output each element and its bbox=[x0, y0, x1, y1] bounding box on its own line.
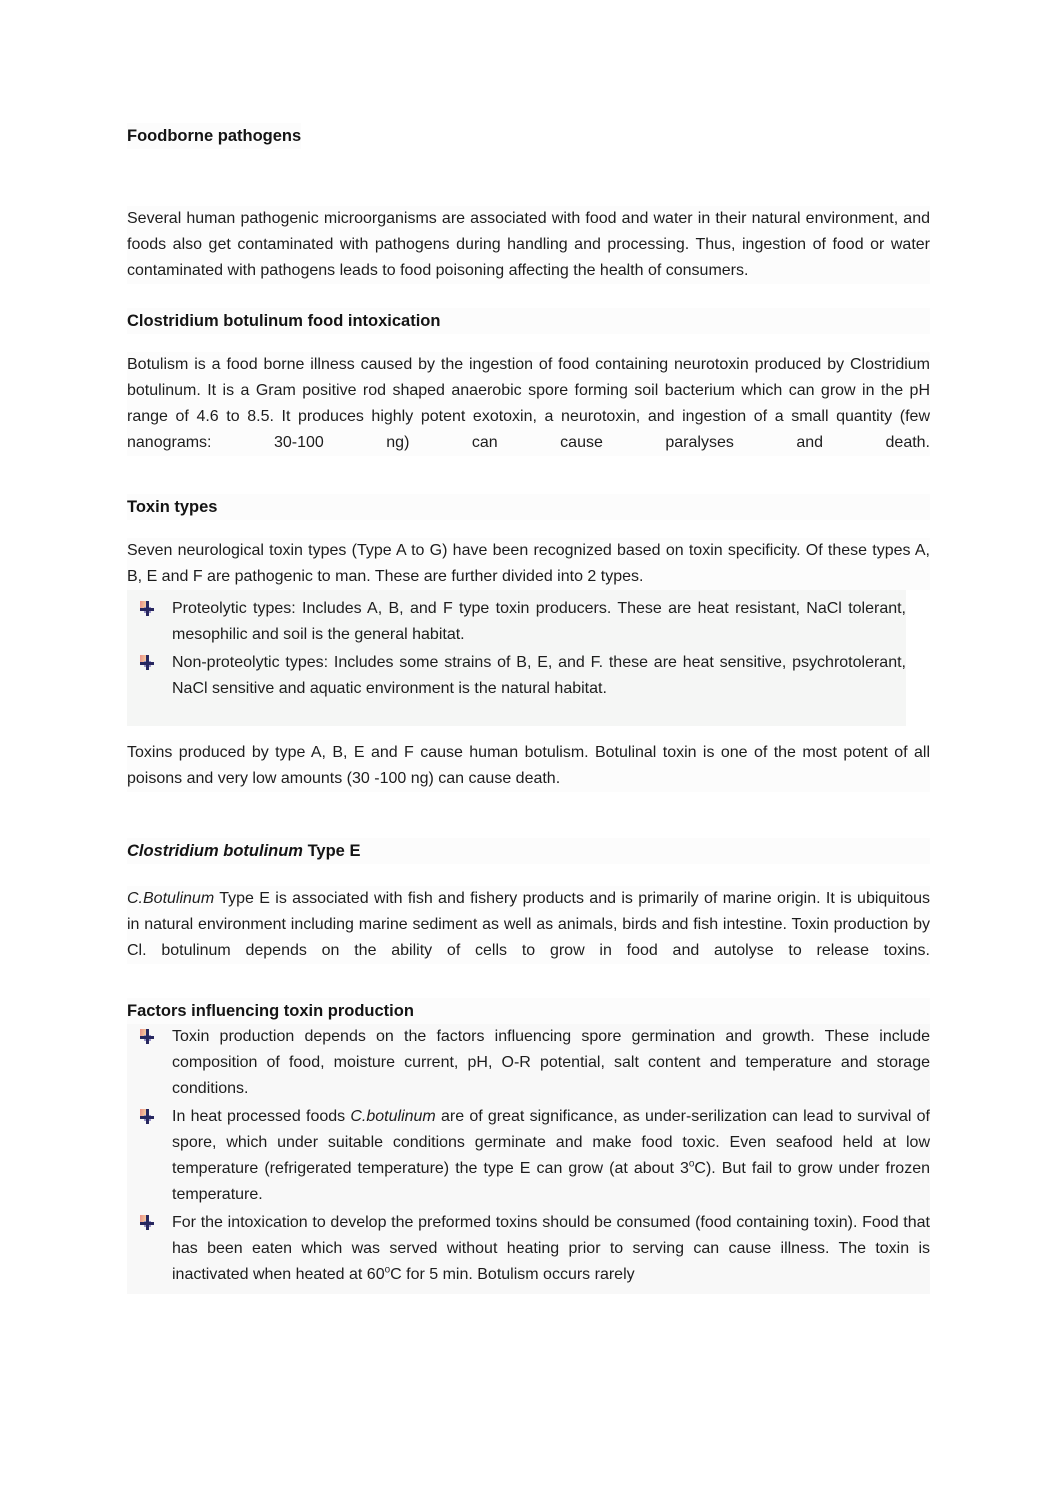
list-item bbox=[127, 1210, 930, 1288]
heading-plain-part: Type E bbox=[302, 842, 361, 860]
paragraph-toxins-produced: Toxins produced by type A, B, E and F cause human botulism. Botulinal toxin is one of the most potent of all poisons and very low amounts (30 -100 ng) can cause death. bbox=[127, 740, 930, 792]
paragraph-type-e bbox=[127, 886, 930, 964]
colored-cross-bullet-icon bbox=[140, 1109, 155, 1125]
list-item-text: In heat processed foods C.botulinum are of great significance, as under-serilization can lead to survival of spore, which under suitable conditions germinate and make food toxic. Even seafood held at low temperature (refrigerated temperature) the type E can grow (at about 3$^o$C). But fail to grow under frozen temperature. bbox=[172, 1108, 930, 1203]
colored-cross-bullet-icon bbox=[140, 601, 155, 617]
colored-cross-bullet-icon bbox=[140, 1029, 155, 1045]
paragraph-plain-part: Type E is associated with fish and fishery products and is primarily of marine origin. It is ubiquitous in natural environment including marine sediment as well as animals, birds and fish intestine. Toxin production by Cl. botulinum depends on the ability of cells to grow in food and autolyse to release toxins. bbox=[127, 890, 930, 959]
list-item-text: Non-proteolytic types: Includes some strains of B, E, and F. these are heat sensitive, psychrotolerant, NaCl sensitive and aquatic environment is the natural habitat. bbox=[172, 654, 906, 697]
document-title: Foodborne pathogens bbox=[127, 123, 301, 149]
section-heading-toxin-types: Toxin types bbox=[127, 494, 930, 520]
section-heading-type-e bbox=[127, 838, 930, 864]
toxin-types-bullet-list bbox=[127, 590, 906, 726]
paragraph-intoxication: Botulism is a food borne illness caused by the ingestion of food containing neurotoxin produced by Clostridium botulinum. It is a Gram positive rod shaped anaerobic spore forming soil bacterium which can grow in the pH range of 4.6 to 8.5. It produces highly potent exotoxin, a neurotoxin, and ingestion of a small quantity (few nanograms: 30-100 ng) can cause paralyses and death. bbox=[127, 352, 930, 456]
list-item bbox=[127, 650, 906, 702]
list-item bbox=[127, 596, 906, 648]
paragraph-italic-part: C.Botulinum bbox=[127, 890, 215, 907]
section-heading-factors: Factors influencing toxin production bbox=[127, 998, 930, 1024]
list-item-text: Toxin production depends on the factors influencing spore germination and growth. These include composition of food, moisture current, pH, O-R potential, salt content and temperature and storage conditions. bbox=[172, 1028, 930, 1097]
colored-cross-bullet-icon bbox=[140, 1215, 155, 1231]
paragraph-toxin-types: Seven neurological toxin types (Type A to G) have been recognized based on toxin specificity. Of these types A, B, E and F are pathogenic to man. These are further divided into 2 types. bbox=[127, 538, 930, 590]
list-item bbox=[127, 1024, 930, 1102]
superscript-degree: o bbox=[688, 1158, 695, 1170]
list-item-text: For the intoxication to develop the preformed toxins should be consumed (food containing toxin). Food that has been eaten which was served without heating prior to serving can cause illness. The toxin is inactivated when heated at 60$^o$C for 5 min. Botulism occurs rarely bbox=[172, 1214, 930, 1283]
superscript-degree: o bbox=[384, 1264, 391, 1276]
section-heading-intoxication: Clostridium botulinum food intoxication bbox=[127, 308, 930, 334]
paragraph-intro: Several human pathogenic microorganisms are associated with food and water in their natural environment, and foods also get contaminated with pathogens during handling and processing. Thus, ingestion of food or water contaminated with pathogens leads to food poisoning affecting the health of consumers. bbox=[127, 206, 930, 284]
factors-bullet-list bbox=[127, 1024, 930, 1294]
list-item bbox=[127, 1104, 930, 1208]
heading-italic-part: Clostridium botulinum bbox=[127, 842, 303, 860]
list-item-text: Proteolytic types: Includes A, B, and F type toxin producers. These are heat resistant, NaCl tolerant, mesophilic and soil is the general habitat. bbox=[172, 600, 906, 643]
colored-cross-bullet-icon bbox=[140, 655, 155, 671]
